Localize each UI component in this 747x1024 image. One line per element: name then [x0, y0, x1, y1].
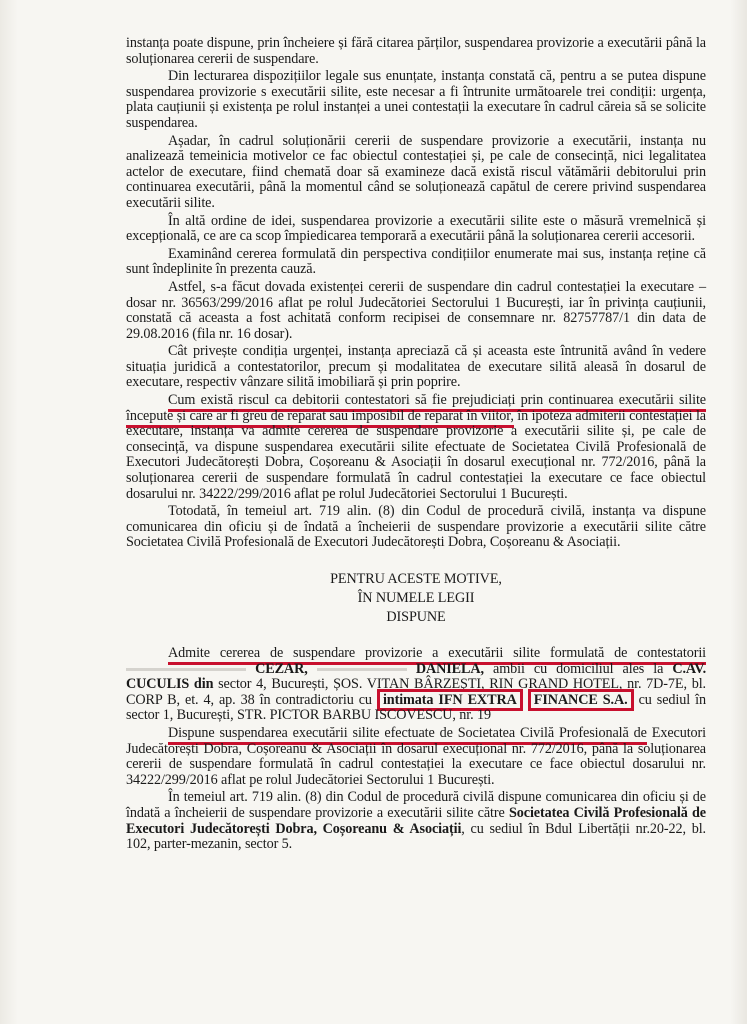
cav-name: C.AV. CUCULIS din — [126, 660, 707, 693]
final-tail: , cu sediul în Bdul Libertății nr.20-22, bl. 102, parter-mezanin, sector 5. — [126, 820, 706, 853]
heading-motive: PENTRU ACESTE MOTIVE, — [330, 571, 502, 587]
heading-dispune: DISPUNE — [386, 609, 446, 625]
final-lead: În temeiul art. 719 alin. (8) din Codul de procedură civilă dispune comunicarea din oficiu și de îndată a încheierii de suspendare provizorie a executării silite către — [126, 789, 706, 821]
document-body — [126, 36, 706, 855]
risk-paragraph — [126, 393, 706, 502]
redaction-mark — [126, 668, 246, 671]
final-paragraph — [126, 790, 706, 852]
paragraph-4: Examinând cererea formulată din perspectiva condițiilor enumerate mai sus, instanța reține că sunt îndeplinite în prezenta cauză. — [126, 245, 706, 278]
admite-address: sector 4, București, ȘOS. VITAN BÂRZEȘTI, RIN GRAND HOTEL, nr. 7D-7E, bl. CORP B, et. 4, ap. 38 în contradictoriu cu — [126, 676, 706, 708]
dispune-rest-text: Executori Judecătorești Dobra, Coșoreanu & Asociații în dosarul execuțional nr. 772/2016, până la soluționarea cererii de suspendare formulată în cadrul contestației la executare ce face obiectul dosarului nr. 34222/299/2016 aflat pe rolul Judecătoriei Sectorului 1 București. — [126, 724, 707, 788]
admite-underlined-text: Admite cererea de suspendare provizorie a executării silite formulată de contestatorii — [168, 645, 706, 665]
paragraph-2: Așadar, în cadrul soluționării cererii de suspendare provizorie a executării, instanța nu analizează temeinicia motivelor ce fac obiectul contestației și, pe cale de consecință, nici legalitatea actelor de executare, fiind chemată doar să examineze dacă există riscul vătămării debitorului prin continuarea executării, până la momentul când se soluționează capătul de cerere privind suspendarea executării silite. — [126, 132, 706, 211]
contestator-name-2: DANIELA, — [415, 660, 484, 677]
redaction-mark — [317, 668, 407, 671]
risk-rest-text: în ipoteza admiterii contestației la executare, instanța va admite cererea de suspendare provizorie a executării silite și, pe cale de consecință, va dispune suspendarea executării silite efectuate de Societatea Civilă Profesională de Executori Judecătorești Dobra, Coșoreanu & Asociații în dosarul execuțional nr. 772/2016, până la soluționarea cererii de suspendare formulată în cadrul contestației la executare ce face obiectul dosarului nr. 34222/299/2016 aflat pe rolul Judecătoriei Sectorului 1 București. — [126, 407, 707, 502]
final-bold-entity: Societatea Civilă Profesională de Executori Judecătorești Dobra, Coșoreanu & Asociații — [126, 804, 706, 837]
paragraph-3: În altă ordine de idei, suspendarea provizorie a executării silite este o măsură vremelnică și excepțională, ce are ca scop împiedicarea temporară a executării până la soluționarea cererii accesorii. — [126, 212, 706, 245]
totodata-paragraph: Totodată, în temeiul art. 719 alin. (8) din Codul de procedură civilă, instanța va dispune comunicarea din oficiu și de îndată a încheierii de suspendare provizorie a executării silite către Societatea Civilă Profesională de Executori Judecătorești Dobra, Coșoreanu & Asociații. — [126, 503, 706, 551]
paragraph-5: Astfel, s-a făcut dovada existenței cererii de suspendare din cadrul contestației la executare – dosar nr. 36563/299/2016 aflat pe rolul Judecătoriei Sectorului 1 București, iar în privința cauțiunii, constată că aceasta a fost achitată conform recipisei de consemnare nr. 82757787/1 din data de 29.08.2016 (fila nr. 16 dosar). — [126, 278, 706, 342]
paragraph-1: Din lecturarea dispozițiilor legale sus enunțate, instanța constată că, pentru a se putea dispune suspendarea provizorie s executării silite, este necesar a fi întrunite următoarele trei condiții: urgența, plata cauțiunii și existența pe rolul instanței a unei contestații la executare în cadrul căreia să se solicite suspendarea. — [126, 68, 706, 131]
dispune-suspendare-paragraph — [126, 726, 706, 788]
dispune-underlined-text: Dispune suspendarea executării silite efectuate de Societatea Civilă Profesională de — [168, 725, 647, 745]
paragraph-6: Cât privește condiția urgenței, instanța apreciază că și aceasta este întrunită având în vedere situația juridică a contestatorilor, precum și modalitatea de executare silită aleasă în dosarul de executare, respectiv vânzare silită imobiliară și prin poprire. — [126, 343, 706, 391]
intimata-box-2: FINANCE S.A. — [528, 689, 634, 711]
admite-paragraph — [126, 646, 706, 724]
paragraph-0: instanța poate dispune, prin încheiere și fără citarea părților, suspendarea provizorie a executării până la soluționarea cererii de suspendare. — [126, 35, 706, 67]
heading-numele-legii: ÎN NUMELE LEGII — [357, 590, 475, 606]
admite-tail: cu sediul în sector 1, București, STR. PICTOR BARBU ISCOVESCU, nr. 19 — [126, 691, 706, 724]
contestator-name-1: CEZAR, — [255, 660, 308, 677]
risk-underlined-text: Cum există riscul ca debitorii contestatori să fie prejudiciați prin continuarea executării silite începute și care ar fi greu de reparat sau imposibil de reparat în viitor, — [126, 392, 706, 428]
admite-after-names: ambii cu domiciliul ales la — [484, 660, 673, 677]
intimata-box-1: intimata IFN EXTRA — [377, 689, 523, 711]
